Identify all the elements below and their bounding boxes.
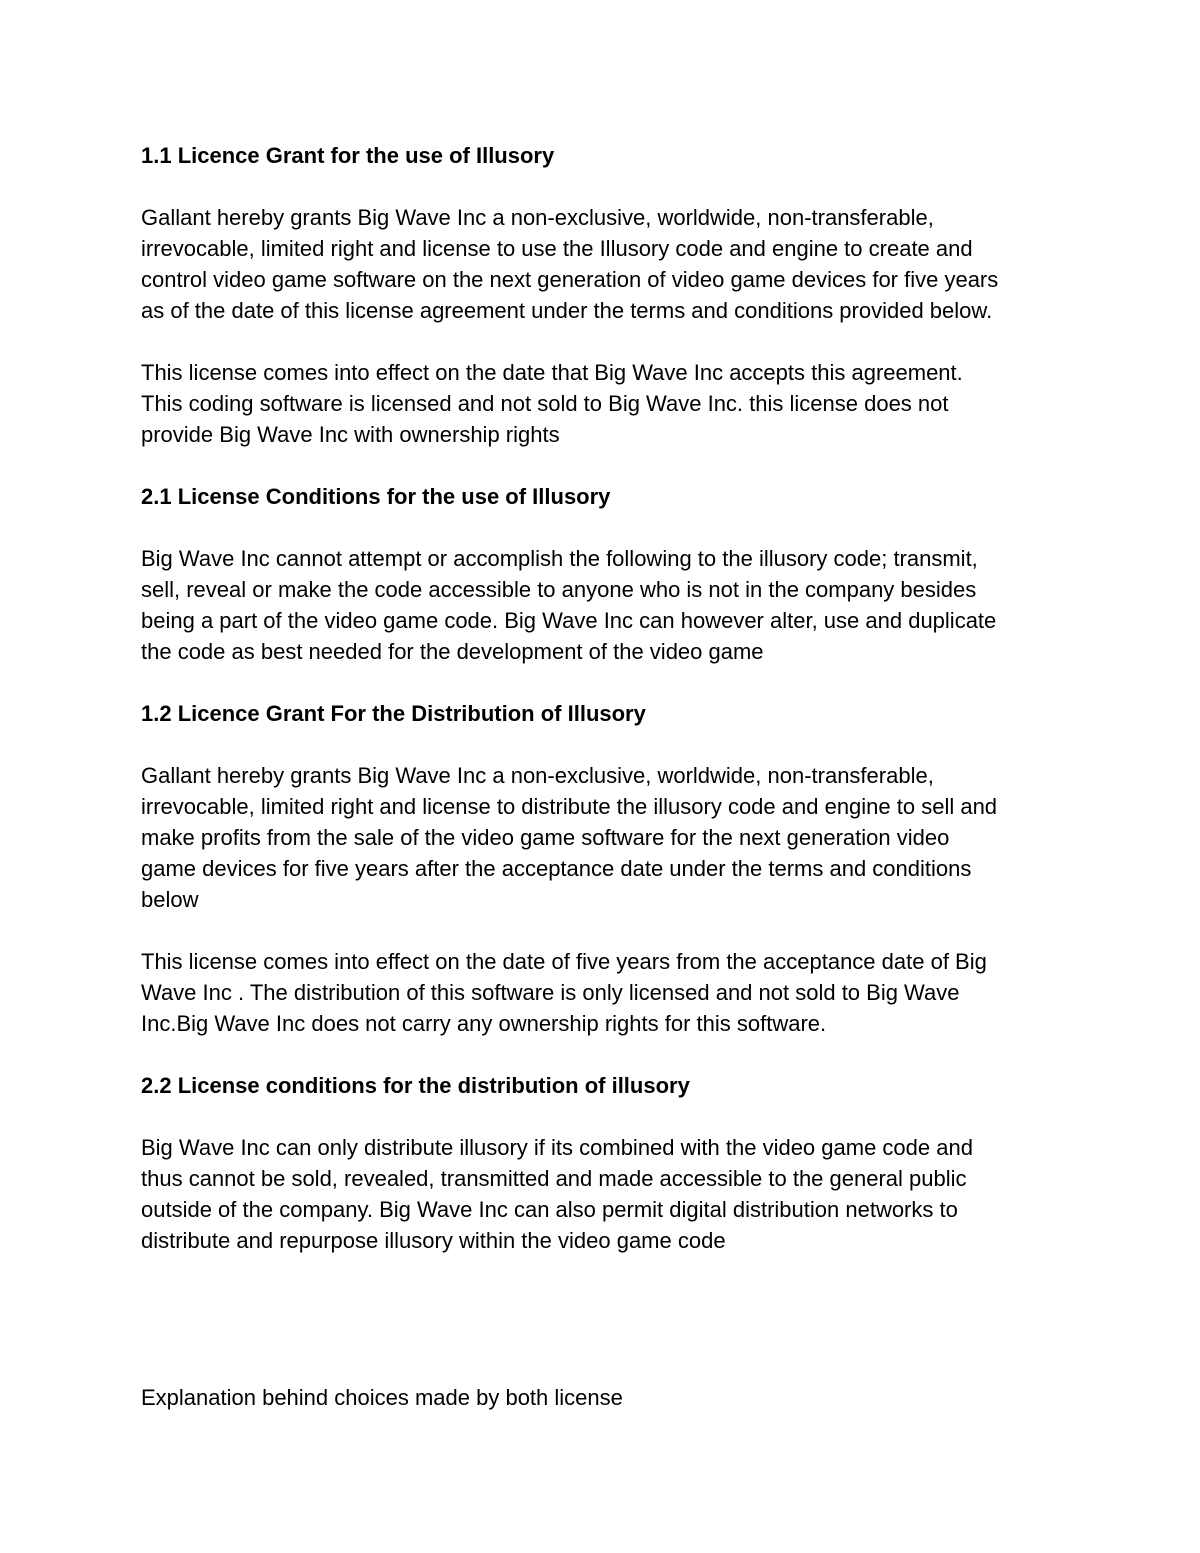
body-line: Big Wave Inc can only distribute illusory if its combined with the video game code and: [141, 1135, 973, 1160]
body-line: as of the date of this license agreement under the terms and conditions provided below.: [141, 298, 993, 323]
body-line: Big Wave Inc cannot attempt or accomplish the following to the illusory code; transmit,: [141, 546, 978, 571]
section-heading: 1.1 Licence Grant for the use of Illusory: [141, 143, 555, 168]
section-heading: 2.1 License Conditions for the use of Illusory: [141, 484, 611, 509]
section-heading: 1.2 Licence Grant For the Distribution of Illusory: [141, 701, 646, 726]
body-line: the code as best needed for the development of the video game: [141, 639, 764, 664]
body-line: irrevocable, limited right and license to distribute the illusory code and engine to sell and: [141, 794, 998, 819]
body-line: control video game software on the next generation of video game devices for five years: [141, 267, 999, 292]
body-line: This coding software is licensed and not sold to Big Wave Inc. this license does not: [141, 391, 949, 416]
body-line: outside of the company. Big Wave Inc can also permit digital distribution networks to: [141, 1197, 958, 1222]
document-body: [141, 140, 1071, 1256]
body-line: provide Big Wave Inc with ownership rights: [141, 422, 560, 447]
body-line: irrevocable, limited right and license to use the Illusory code and engine to create and: [141, 236, 973, 261]
body-line: sell, reveal or make the code accessible to anyone who is not in the company besides: [141, 577, 977, 602]
body-line: This license comes into effect on the date of five years from the acceptance date of Big: [141, 949, 987, 974]
body-line: thus cannot be sold, revealed, transmitted and made accessible to the general public: [141, 1166, 967, 1191]
body-line: Inc.Big Wave Inc does not carry any ownership rights for this software.: [141, 1011, 827, 1036]
body-line: below: [141, 887, 199, 912]
body-line: being a part of the video game code. Big Wave Inc can however alter, use and duplicate: [141, 608, 997, 633]
body-line: distribute and repurpose illusory within the video game code: [141, 1228, 726, 1253]
section-heading: 2.2 License conditions for the distribution of illusory: [141, 1073, 690, 1098]
body-line: This license comes into effect on the date that Big Wave Inc accepts this agreement.: [141, 360, 963, 385]
body-line: Wave Inc . The distribution of this software is only licensed and not sold to Big Wave: [141, 980, 960, 1005]
body-line: game devices for five years after the acceptance date under the terms and conditions: [141, 856, 972, 881]
body-line: make profits from the sale of the video game software for the next generation video: [141, 825, 950, 850]
body-line: Gallant hereby grants Big Wave Inc a non-exclusive, worldwide, non-transferable,: [141, 205, 934, 230]
closing-line: Explanation behind choices made by both license: [141, 1385, 623, 1410]
body-line: Gallant hereby grants Big Wave Inc a non-exclusive, worldwide, non-transferable,: [141, 763, 934, 788]
